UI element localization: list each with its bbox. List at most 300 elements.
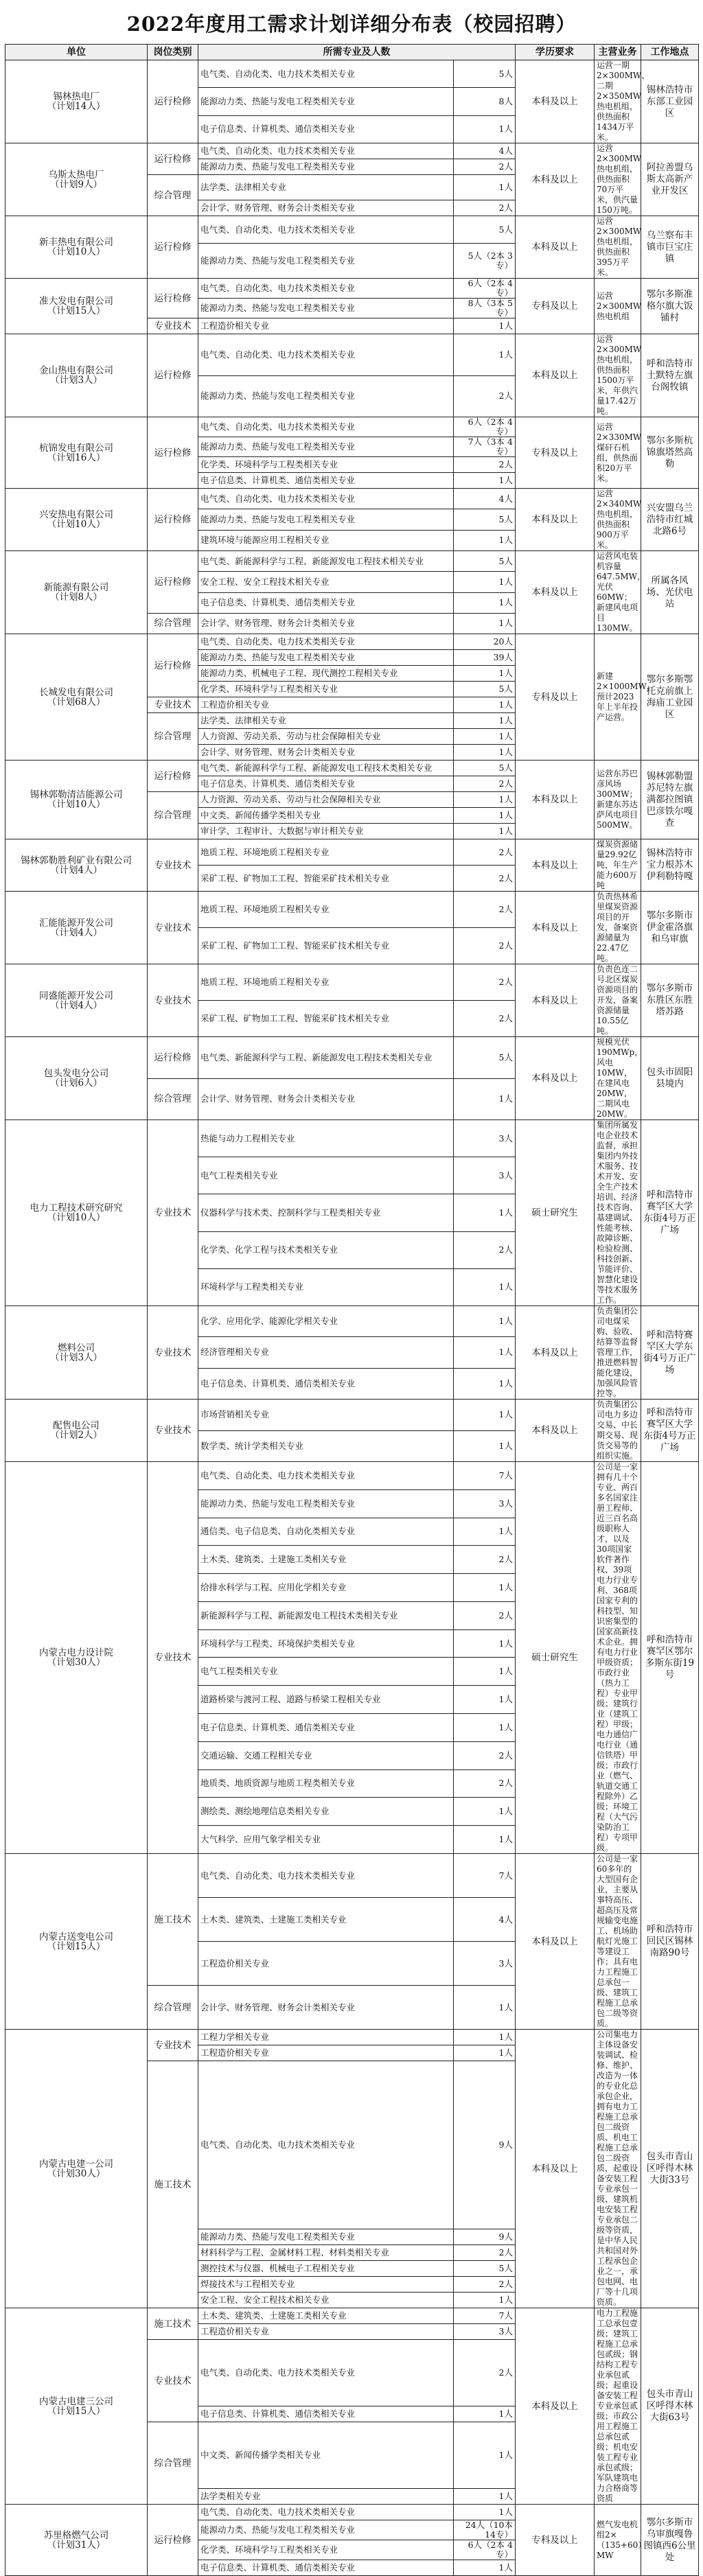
- count-cell: 1人: [454, 1518, 516, 1546]
- unit-plan: （计划3人）: [49, 1351, 103, 1363]
- business-cell: 运营东苏巴彦风场300MW；新建东苏达萨风电项目500MW。: [595, 761, 641, 839]
- location-cell: 呼和浩特市赛罕区大学东街4号万正广场: [641, 1120, 699, 1306]
- table-row: [5, 417, 699, 437]
- unit-cell: [5, 634, 148, 761]
- count-cell: 3人: [454, 1489, 516, 1518]
- count-cell: 1人: [454, 792, 516, 808]
- position-cell: 专业技术: [148, 839, 198, 892]
- position-cell: 专业技术: [148, 2030, 198, 2061]
- count-cell: 1人: [454, 808, 516, 824]
- business-cell: 运营2×340MW热电机组，供热面积900万平米。: [595, 489, 641, 551]
- education-cell: 本科及以上: [516, 216, 595, 279]
- unit-cell: [5, 839, 148, 892]
- unit-plan: （计划31人）: [47, 2539, 106, 2551]
- unit-plan: （计划10人）: [47, 799, 106, 810]
- count-cell: 1人: [454, 318, 516, 334]
- page-title: 2022年度用工需求计划详细分布表（校园招聘）: [126, 12, 577, 36]
- count-cell: 2人: [454, 964, 516, 1001]
- count-cell: 2人: [454, 866, 516, 892]
- unit-plan: （计划14人）: [47, 101, 106, 112]
- unit-plan: （计划4人）: [49, 927, 103, 938]
- position-cell: 运行检修: [148, 489, 198, 551]
- education-cell: 本科及以上: [516, 334, 595, 417]
- table-row: [5, 60, 699, 88]
- position-cell: 专业技术: [148, 1400, 198, 1462]
- count-cell: 7人（3本 4专）: [454, 437, 516, 457]
- major-cell: 会计学、财务管理、财务会计类相关专业: [198, 745, 454, 761]
- count-cell: 1人: [454, 1714, 516, 1742]
- major-cell: 电气工程类相关专业: [198, 1157, 454, 1194]
- major-cell: 能源动力类、热能与发电工程类相关专业: [198, 2520, 454, 2540]
- unit-name: 内蒙古电建三公司: [39, 2395, 113, 2407]
- unit-name: 新能源有限公司: [43, 582, 109, 593]
- position-cell: 专业技术: [148, 964, 198, 1037]
- business-cell: 集团所属发电企业技术监督，承担集团内外技术服务、技术开发、安全生产技术培训、经济技术咨询、基建调试、性能考核、故障诊断、检验检测、科技创新、节能评价、智慧化建设等技术服务工作。: [595, 1120, 641, 1306]
- count-cell: 2人: [454, 892, 516, 928]
- count-cell: 1人: [454, 175, 516, 200]
- major-cell: 测控技术与仪器、机械电子工程相关专业: [198, 2261, 454, 2277]
- unit-plan: （计划10人）: [47, 519, 106, 530]
- major-cell: 采矿工程、矿物加工工程、智能采矿技术相关专业: [198, 866, 454, 892]
- count-cell: 20人: [454, 634, 516, 650]
- major-cell: 电子信息类、计算机类、通信类相关专业: [198, 776, 454, 792]
- count-cell: 2人: [454, 928, 516, 964]
- table-row: [5, 1037, 699, 1079]
- unit-name: 内蒙古送变电公司: [39, 1931, 113, 1942]
- major-cell: 给排水科学与工程、应用化学相关专业: [198, 1574, 454, 1602]
- count-cell: 5人（2本 3专）: [454, 244, 516, 279]
- major-cell: 通信类、电子信息类、自动化类相关专业: [198, 1518, 454, 1546]
- major-cell: 电气类、自动化类、电力技术类相关专业: [198, 279, 454, 299]
- unit-cell: [5, 2505, 148, 2576]
- major-cell: 土木类、建筑类、土建施工类相关专业: [198, 1546, 454, 1574]
- count-cell: 9人: [454, 2229, 516, 2245]
- education-cell: 本科及以上: [516, 839, 595, 892]
- unit-name: 锡林热电厂: [53, 91, 100, 102]
- business-cell: 规模光伏190MWp，风电10MW，在建风电20MW，二期风电20MW。: [595, 1037, 641, 1120]
- business-cell: 运营2×300MW热电机组，供热面积395万平米。: [595, 216, 641, 279]
- location-cell: 锡林浩特市东部工业园区: [641, 60, 699, 143]
- unit-cell: [5, 279, 148, 334]
- major-cell: 化学类、环境科学与工程类相关专业: [198, 2540, 454, 2560]
- count-cell: 1人: [454, 2030, 516, 2045]
- count-cell: 1人: [454, 1826, 516, 1854]
- position-cell: 综合管理: [148, 1078, 198, 1120]
- unit-name: 内蒙古电建一公司: [39, 2158, 113, 2170]
- unit-cell: [5, 964, 148, 1037]
- major-cell: 道路桥梁与渡河工程、道路与桥梁工程相关专业: [198, 1686, 454, 1714]
- major-cell: 仪器科学与技术类、控制科学与工程类相关专业: [198, 1194, 454, 1231]
- business-cell: 负责热林希里煤炭资源项目的开发，备案资源储量为22.47亿吨。: [595, 892, 641, 964]
- major-cell: 能源动力类、机械电子工程、现代测控工程相关专业: [198, 666, 454, 682]
- major-cell: 能源动力类、热能与发电工程类相关专业: [198, 375, 454, 417]
- business-cell: 运营2×300MW热电机组: [595, 279, 641, 334]
- header-position: 岗位类别: [148, 45, 198, 60]
- count-cell: 1人: [454, 1574, 516, 1602]
- position-cell: 运行检修: [148, 417, 198, 489]
- major-cell: 电气工程类相关专业: [198, 1658, 454, 1686]
- unit-name: 杭锦发电有限公司: [39, 442, 113, 454]
- major-cell: 电子信息类、计算机类、通信类相关专业: [198, 115, 454, 143]
- education-cell: 本科及以上: [516, 1306, 595, 1400]
- position-cell: 运行检修: [148, 216, 198, 279]
- major-cell: 电气类、自动化类、电力技术类相关专业: [198, 216, 454, 244]
- major-cell: 电子信息类、计算机类、通信类相关专业: [198, 473, 454, 489]
- location-cell: 阿拉善盟乌斯太高新产业开发区: [641, 143, 699, 216]
- education-cell: 本科及以上: [516, 2030, 595, 2308]
- major-cell: 能源动力类、热能与发电工程类相关专业: [198, 650, 454, 666]
- major-cell: 工程造价相关专业: [198, 318, 454, 334]
- position-cell: 施工技术: [148, 2308, 198, 2340]
- count-cell: 1人: [454, 1686, 516, 1714]
- table-row: [5, 892, 699, 928]
- unit-name: 电力工程技术研究研究: [30, 1203, 123, 1214]
- count-cell: 2人: [454, 839, 516, 866]
- major-cell: 土木类、建筑类、土建施工类相关专业: [198, 1898, 454, 1942]
- count-cell: 6人（2本 4专）: [454, 417, 516, 437]
- table-row: [5, 143, 699, 159]
- major-cell: 电气类、自动化类、电力技术类相关专业: [198, 1854, 454, 1898]
- unit-cell: [5, 417, 148, 489]
- count-cell: 8人: [454, 88, 516, 115]
- count-cell: 1人: [454, 713, 516, 729]
- unit-cell: [5, 1037, 148, 1120]
- major-cell: 法学类、法律相关专业: [198, 713, 454, 729]
- position-cell: 综合管理: [148, 613, 198, 634]
- count-cell: 1人: [454, 1658, 516, 1686]
- location-cell: 兴安盟乌兰浩特市红城北路6号: [641, 489, 699, 551]
- table-row: [5, 2030, 699, 2045]
- count-cell: 1人: [454, 2406, 516, 2422]
- table-row: [5, 1854, 699, 1898]
- unit-name: 锡林郭勒清洁能源公司: [30, 789, 123, 800]
- position-cell: 专业技术: [148, 1462, 198, 1854]
- position-cell: 综合管理: [148, 713, 198, 761]
- major-cell: 安全工程、安全工程技术相关专业: [198, 2293, 454, 2308]
- count-cell: 5人: [454, 216, 516, 244]
- major-cell: 新能源科学与工程、新能源发电工程技术类相关专业: [198, 1601, 454, 1629]
- major-cell: 地质类、地质资源与地质工程类相关专业: [198, 1769, 454, 1798]
- unit-cell: [5, 1120, 148, 1306]
- count-cell: 1人: [454, 1368, 516, 1399]
- header-education: 学历要求: [516, 45, 595, 60]
- count-cell: 1人: [454, 1430, 516, 1462]
- location-cell: 呼和浩特市赛罕区鄂尔多斯东街19号: [641, 1462, 699, 1854]
- major-cell: 工程力学相关专业: [198, 2030, 454, 2045]
- unit-cell: [5, 761, 148, 839]
- position-cell: 运行检修: [148, 1037, 198, 1079]
- table-row: [5, 279, 699, 299]
- location-cell: 包头市青山区呼得木林大街33号: [641, 2030, 699, 2308]
- count-cell: 1人: [454, 2045, 516, 2061]
- position-cell: 运行检修: [148, 279, 198, 318]
- unit-plan: （计划68人）: [47, 696, 106, 708]
- position-cell: 运行检修: [148, 2505, 198, 2576]
- unit-cell: [5, 1306, 148, 1400]
- table-row: [5, 1306, 699, 1337]
- major-cell: 法学类相关专业: [198, 2489, 454, 2505]
- major-cell: 焊接技术与工程相关专业: [198, 2277, 454, 2293]
- unit-cell: [5, 334, 148, 417]
- major-cell: 土木类、建筑类、土建施工类相关专业: [198, 2308, 454, 2324]
- business-cell: 燃气发电机组2×（135+60）MW: [595, 2505, 641, 2576]
- business-cell: 电力工程施工总承包壹级；建筑工程施工总承包贰级；钢结构工程专业承包贰级；起重设备安装工程专业承包贰级；市政公用工程施工总承包贰级；机电安装工程专业承包贰级；军队建筑电力合格商等资质: [595, 2308, 641, 2505]
- major-cell: 电气类、新能源科学与工程、新能源发电工程技术类相关专业: [198, 1037, 454, 1079]
- unit-cell: [5, 216, 148, 279]
- count-cell: 5人: [454, 2261, 516, 2277]
- major-cell: 电子信息类、计算机类、通信类相关专业: [198, 2560, 454, 2576]
- business-cell: 运营2×300MW热电机组，供热面积70万平米，供汽量150万吨。: [595, 143, 641, 216]
- location-cell: 鄂尔多斯市东胜区东胜塔苏路: [641, 964, 699, 1037]
- count-cell: 1人: [454, 115, 516, 143]
- count-cell: 2人: [454, 2277, 516, 2293]
- unit-plan: （计划15人）: [47, 305, 106, 316]
- count-cell: 1人: [454, 1268, 516, 1306]
- table-body: [5, 60, 699, 2576]
- count-cell: 1人: [454, 334, 516, 376]
- major-cell: 化学、应用化学、能源化学相关专业: [198, 1306, 454, 1337]
- unit-plan: （计划3人）: [49, 375, 103, 386]
- count-cell: 2人: [454, 200, 516, 216]
- table-row: [5, 216, 699, 244]
- count-cell: 1人: [454, 1078, 516, 1120]
- unit-cell: [5, 60, 148, 143]
- unit-plan: （计划30人）: [47, 1657, 106, 1668]
- major-cell: 建筑环境与能源应用工程相关专业: [198, 530, 454, 550]
- unit-name: 长城发电有限公司: [39, 686, 113, 698]
- major-cell: 会计学、财务管理、财务会计类相关专业: [198, 1078, 454, 1120]
- major-cell: 环境科学与工程类相关专业: [198, 1268, 454, 1306]
- count-cell: 1人: [454, 1306, 516, 1337]
- count-cell: 1人: [454, 2505, 516, 2520]
- location-cell: 鄂尔多斯鄂托克前旗上海庙工业园区: [641, 634, 699, 761]
- position-cell: 运行检修: [148, 334, 198, 417]
- count-cell: 1人: [454, 1337, 516, 1368]
- count-cell: 1人: [454, 666, 516, 682]
- table-row: [5, 964, 699, 1001]
- unit-name: 金山热电有限公司: [39, 365, 113, 376]
- count-cell: 24人（10本 14专）: [454, 2520, 516, 2540]
- major-cell: 中文类、新闻传播学类相关专业: [198, 2422, 454, 2489]
- business-cell: 运营2×330MW煤矸石机组，供热面积20万平米。: [595, 417, 641, 489]
- major-cell: 测绘类、测绘地理信息类相关专业: [198, 1798, 454, 1826]
- location-cell: 锡林郭勒盟苏尼特左旗满都拉图镇巴彦铁尔嘎查: [641, 761, 699, 839]
- education-cell: 专科及以上: [516, 417, 595, 489]
- recruitment-table: [5, 44, 699, 2576]
- unit-name: 同盛能源开发公司: [39, 990, 113, 1001]
- unit-plan: （计划15人）: [47, 1940, 106, 1952]
- unit-plan: （计划15人）: [47, 2405, 106, 2417]
- unit-name: 锡林郭勒胜利矿业有限公司: [21, 855, 132, 866]
- count-cell: 5人: [454, 509, 516, 530]
- education-cell: 本科及以上: [516, 1400, 595, 1462]
- major-cell: 经济管理相关专业: [198, 1337, 454, 1368]
- table-row: [5, 761, 699, 776]
- business-cell: 煤炭资源储量29.92亿吨，年生产能力600万吨: [595, 839, 641, 892]
- major-cell: 工程造价相关专业: [198, 697, 454, 713]
- table-row: [5, 839, 699, 866]
- count-cell: 7人: [454, 1462, 516, 1490]
- major-cell: 电气类、自动化类、电力技术类相关专业: [198, 417, 454, 437]
- count-cell: 6人（2本 4专）: [454, 279, 516, 299]
- count-cell: 1人: [454, 824, 516, 839]
- education-cell: 本科及以上: [516, 2308, 595, 2505]
- count-cell: 4人: [454, 1898, 516, 1942]
- major-cell: 电子信息类、计算机类、通信类相关专业: [198, 1368, 454, 1399]
- business-cell: 公司是一家拥有几十个专业、两百多名国家注册工程师、近三百名高级职称人才，以及30项国家软件著作权、39项电力行业专利、368项国家专利的科技型、知识密集型的国家高新技术企业。拥有电力行业甲级资质；市政行业（热力工程）专业甲级；建筑行业（建筑工程）甲级；电力通信广电行业（通信铁塔）甲级；市政行业（燃气、轨道交通工程除外）乙级；环境工程（大气污染防治工程）专项甲级。: [595, 1462, 641, 1854]
- education-cell: 本科及以上: [516, 143, 595, 216]
- location-cell: 乌兰察布丰镇市巨宝庄镇: [641, 216, 699, 279]
- location-cell: 包头市固阳县境内: [641, 1037, 699, 1120]
- education-cell: 专科及以上: [516, 2505, 595, 2576]
- unit-name: 准大发电有限公司: [39, 296, 113, 307]
- business-cell: 运营一期2×300MW、二期2×350MW热电机组，供热面积1434万平米。: [595, 60, 641, 143]
- count-cell: 5人: [454, 1037, 516, 1079]
- count-cell: 2人: [454, 1601, 516, 1629]
- unit-name: 新丰热电有限公司: [39, 237, 113, 248]
- major-cell: 电子信息类、计算机类、通信类相关专业: [198, 592, 454, 613]
- count-cell: 2人: [454, 2340, 516, 2406]
- major-cell: 数学类、统计学类相关专业: [198, 1430, 454, 1462]
- major-cell: 法学类、法律相关专业: [198, 175, 454, 200]
- major-cell: 地质工程、环境地质工程相关专业: [198, 892, 454, 928]
- major-cell: 会计学、财务管理、财务会计类相关专业: [198, 200, 454, 216]
- education-cell: 本科及以上: [516, 551, 595, 634]
- major-cell: 大气科学、应用气象学相关专业: [198, 1826, 454, 1854]
- count-cell: 1人: [454, 1798, 516, 1826]
- major-cell: 能源动力类、热能与发电工程类相关专业: [198, 509, 454, 530]
- location-cell: 鄂尔多斯准格尔旗大饭铺村: [641, 279, 699, 334]
- table-row: [5, 2308, 699, 2324]
- major-cell: 安全工程、安全工程技术相关专业: [198, 572, 454, 592]
- location-cell: 呼和浩特赛罕区大学东街4号万正广场: [641, 1306, 699, 1400]
- major-cell: 电气类、自动化类、电力技术类相关专业: [198, 2340, 454, 2406]
- major-cell: 化学类、环境科学与工程类相关专业: [198, 682, 454, 697]
- major-cell: 工程造价相关专业: [198, 1942, 454, 1986]
- count-cell: 1人: [454, 697, 516, 713]
- position-cell: 运行检修: [148, 551, 198, 614]
- position-cell: 专业技术: [148, 1306, 198, 1400]
- unit-cell: [5, 1854, 148, 2030]
- major-cell: 化学类、化学工程与技术类相关专业: [198, 1231, 454, 1268]
- position-cell: 运行检修: [148, 60, 198, 143]
- unit-cell: [5, 551, 148, 634]
- location-cell: 锡林浩特市宝力根苏木伊利勒特嘎: [641, 839, 699, 892]
- unit-name: 内蒙古电力设计院: [39, 1647, 113, 1658]
- business-cell: 负责集团公司电煤采购、验收、结算等监督管理工作，推进燃料智能化建设，加强风险管控等。: [595, 1306, 641, 1400]
- major-cell: 能源动力类、热能与发电工程类相关专业: [198, 299, 454, 318]
- major-cell: 交通运输、交通工程相关专业: [198, 1741, 454, 1769]
- unit-plan: （计划2人）: [49, 1430, 103, 1441]
- count-cell: 2人: [454, 159, 516, 175]
- major-cell: 电气类、自动化类、电力技术类相关专业: [198, 1462, 454, 1490]
- count-cell: 3人: [454, 1157, 516, 1194]
- major-cell: 能源动力类、热能与发电工程类相关专业: [198, 437, 454, 457]
- unit-cell: [5, 892, 148, 964]
- position-cell: 专业技术: [148, 892, 198, 964]
- major-cell: 工程造价相关专业: [198, 2045, 454, 2061]
- count-cell: 1人: [454, 745, 516, 761]
- education-cell: 专科及以上: [516, 634, 595, 761]
- count-cell: 5人: [454, 761, 516, 776]
- count-cell: 9人: [454, 2061, 516, 2229]
- table-row: [5, 1400, 699, 1431]
- count-cell: 1人: [454, 1400, 516, 1431]
- major-cell: 能源动力类、热能与发电工程类相关专业: [198, 2229, 454, 2245]
- unit-cell: [5, 2308, 148, 2505]
- location-cell: 呼和浩特市回民区锡林南路90号: [641, 1854, 699, 2030]
- unit-plan: （计划8人）: [49, 592, 103, 603]
- unit-plan: （计划10人）: [47, 1212, 106, 1223]
- unit-plan: （计划30人）: [47, 2168, 106, 2179]
- count-cell: 1人: [454, 572, 516, 592]
- unit-cell: [5, 1400, 148, 1462]
- major-cell: 人力资源、劳动关系、劳动与社会保障相关专业: [198, 792, 454, 808]
- count-cell: 2人: [454, 1546, 516, 1574]
- count-cell: 8人（3本 5专）: [454, 299, 516, 318]
- business-cell: 新建2×1000MW，预计2023年上半年投产运营。: [595, 634, 641, 761]
- education-cell: 本科及以上: [516, 1854, 595, 2030]
- major-cell: 电气类、新能源科学与工程、新能源发电工程技术相关专业: [198, 551, 454, 572]
- count-cell: 1人: [454, 1986, 516, 2030]
- major-cell: 中文类、新闻传播学类相关专业: [198, 808, 454, 824]
- major-cell: 能源动力类、热能与发电工程类相关专业: [198, 244, 454, 279]
- unit-cell: [5, 1462, 148, 1854]
- count-cell: 7人: [454, 1854, 516, 1898]
- business-cell: 运营2×300MW热电机组，供热面积1500万平米，年供汽量17.42万吨。: [595, 334, 641, 417]
- count-cell: 1人: [454, 473, 516, 489]
- count-cell: 2人: [454, 375, 516, 417]
- unit-name: 汇能能源开发公司: [39, 917, 113, 929]
- education-cell: 本科及以上: [516, 761, 595, 839]
- position-cell: 运行检修: [148, 634, 198, 697]
- major-cell: 环境科学与工程类、环境保护类相关专业: [198, 1629, 454, 1658]
- business-cell: 负责集团公司电力多边交易、中长期交易、现货交易等的组织实施。: [595, 1400, 641, 1462]
- position-cell: 综合管理: [148, 2422, 198, 2505]
- major-cell: 审计学、工程审计、大数据与审计相关专业: [198, 824, 454, 839]
- major-cell: 采矿工程、矿物加工工程、智能采矿技术相关专业: [198, 1001, 454, 1037]
- position-cell: 施工技术: [148, 2061, 198, 2308]
- major-cell: 电子信息类、计算机类、通信类相关专业: [198, 1714, 454, 1742]
- count-cell: 3人: [454, 1120, 516, 1157]
- major-cell: 材料科学与工程、金属材料工程、材料类相关专业: [198, 2245, 454, 2261]
- major-cell: 工程造价相关专业: [198, 2324, 454, 2340]
- count-cell: 5人: [454, 60, 516, 88]
- header-location: 工作地点: [641, 45, 699, 60]
- unit-name: 包头发电分公司: [43, 1068, 109, 1079]
- position-cell: 施工技术: [148, 1854, 198, 1986]
- position-cell: 专业技术: [148, 1120, 198, 1306]
- count-cell: 2人: [454, 1769, 516, 1798]
- count-cell: 4人: [454, 143, 516, 159]
- business-cell: 公司是一家60多年的大型国有企业，主要从事特高压、超高压及常规输变电施工、机场助航灯光施工等建设工作；具有电力工程施工总承包一级、建筑工程施工总承包二级等资质。: [595, 1854, 641, 2030]
- table-row: [5, 1462, 699, 1490]
- position-cell: 专业技术: [148, 2340, 198, 2422]
- major-cell: 人力资源、劳动关系、劳动与社会保障相关专业: [198, 729, 454, 745]
- table-header-row: [5, 45, 699, 60]
- table-row: [5, 551, 699, 572]
- location-cell: 鄂尔多斯市乌审旗嘎鲁图镇西6公里处: [641, 2505, 699, 2576]
- unit-plan: （计划10人）: [47, 246, 106, 257]
- count-cell: 2人: [454, 1741, 516, 1769]
- major-cell: 电气类、自动化类、电力技术类相关专业: [198, 143, 454, 159]
- count-cell: 7人: [454, 2308, 516, 2324]
- unit-name: 配售电公司: [53, 1420, 100, 1431]
- count-cell: 2人: [454, 1001, 516, 1037]
- education-cell: 专科及以上: [516, 279, 595, 334]
- education-cell: 硕士研究生: [516, 1120, 595, 1306]
- count-cell: 1人: [454, 2293, 516, 2308]
